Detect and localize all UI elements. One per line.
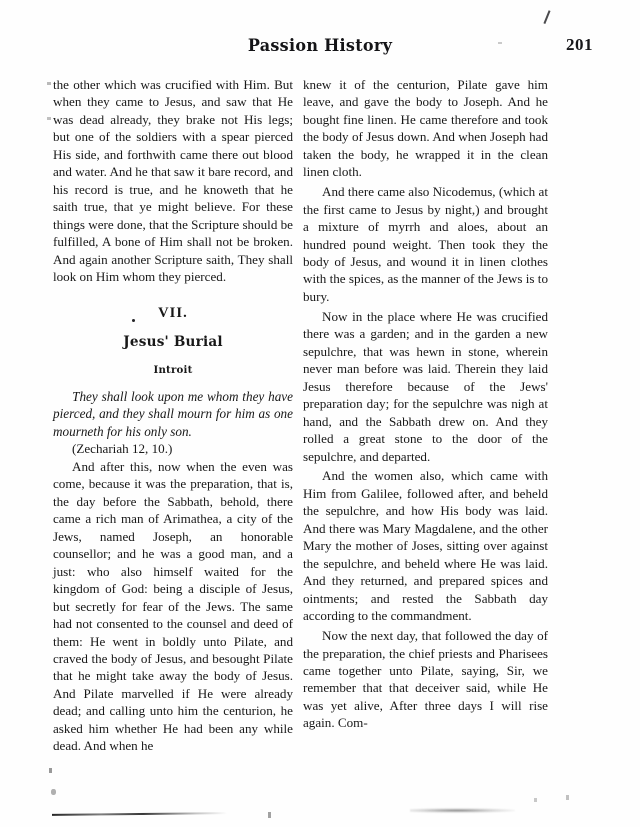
section-number: VII. — [158, 305, 188, 322]
paragraph-2: And there came also Nicodemus, (which at the first came to Jesus by night,) and brought a mixture of myrrh and aloes, about an hundred pound weight. Then took they the body of Jesus, and wound it in linen clothes with the spices, as the manner of the Jews is to bury. — [303, 184, 548, 304]
paragraph-5: Now the next day, that followed the day of the preparation, the chief priests and Pharisees came together unto Pilate, saying, Sir, we remember that that deceiver said, while He was yet alive, After three days I will rise again. Com- — [303, 628, 548, 731]
section-number-wrap — [158, 305, 188, 322]
paragraph-4: And the women also, which came with Him from Galilee, followed after, and beheld the sepulchre, and how His body was laid. And there was Mary Magdalene, and the other Mary the mother of Joses, sitting over against the sepulchre, and beheld where He was laid. And they returned, and prepared spices and ointments; and rested the Sabbath day according to the commandment. — [303, 468, 548, 624]
section-title: Jesus' Burial — [123, 333, 223, 350]
running-head — [0, 36, 640, 62]
scan-artifact-line — [52, 812, 227, 816]
paragraph-3: Now in the place where He was crucified there was a garden; and in the garden a new sepulchre, that was hewn in stone, wherein never man before was laid. Therein they laid Jesus therefore because of the Jews' preparation day; for the sepulchre was nigh at hand, and the Sabbath drew on. And they rolled a great stone to the door of the sepulchre, and departed. — [303, 308, 548, 464]
paragraph-1: knew it of the centurion, Pilate gave him leave, and gave the body to Joseph. And he bought fine linen. He came therefore and took the body of Jesus down. And when Joseph had taken the body, he wrapped it in the clean linen cloth. — [303, 77, 548, 180]
introit-verse: They shall look upon me whom they have pierced, and they shall mourn for him as one mourneth for his only son. — [53, 388, 293, 439]
paragraph-body: And after this, now when the even was come, because it was the preparation, that is, the day before the Sabbath, behold, there came a rich man of Arimathea, a city of the Jews, named Joseph, an honorable counsellor; and he was a good man, and a just: who also himself waited for the kingdom of God: being a disciple of Jesus, but secretly for fear of the Jews. The same had not consented to the counsel and deed of them: He went in boldly unto Pilate, and craved the body of Jesus, and besought Pilate that he might take away the body of Jesus. And Pilate marvelled if He were already dead; and calling unto him the centurion, he asked him whether He had been any while dead. And when he — [53, 459, 293, 754]
scan-artifact-speck — [268, 812, 271, 818]
section-heading-block — [53, 304, 293, 379]
scan-artifact-speck — [566, 795, 569, 800]
scan-speck — [498, 42, 502, 44]
right-column — [303, 76, 548, 732]
left-column — [53, 76, 293, 755]
paragraph-continued: the other which was crucified with Him. But when they came to Jesus, and saw that He was dead already, they brake not His legs; but one of the soldiers with a spear pierced His side, and forthwith came there out blood and water. And he that saw it bare record, and his record is true, and he knoweth that he saith true, that ye might believe. For these things were done, that the Scripture should be fulfilled, A bone of Him shall not be broken. And again another Scripture saith, They shall look on Him whom they pierced. — [53, 77, 293, 284]
stray-ink-dot — [132, 319, 135, 322]
section-subtitle: Introit — [153, 364, 193, 377]
two-column-text-body — [0, 76, 640, 766]
scan-tick-mark — [544, 10, 551, 24]
scripture-attribution: (Zechariah 12, 10.) — [71, 441, 173, 457]
scan-artifact-speck — [534, 798, 537, 802]
scan-artifact-speck — [51, 789, 56, 795]
scan-artifact-smudge — [410, 808, 515, 813]
page-header-title: Passion History — [247, 36, 393, 55]
scan-artifact-speck — [49, 768, 52, 773]
page-number: 201 — [566, 35, 593, 54]
